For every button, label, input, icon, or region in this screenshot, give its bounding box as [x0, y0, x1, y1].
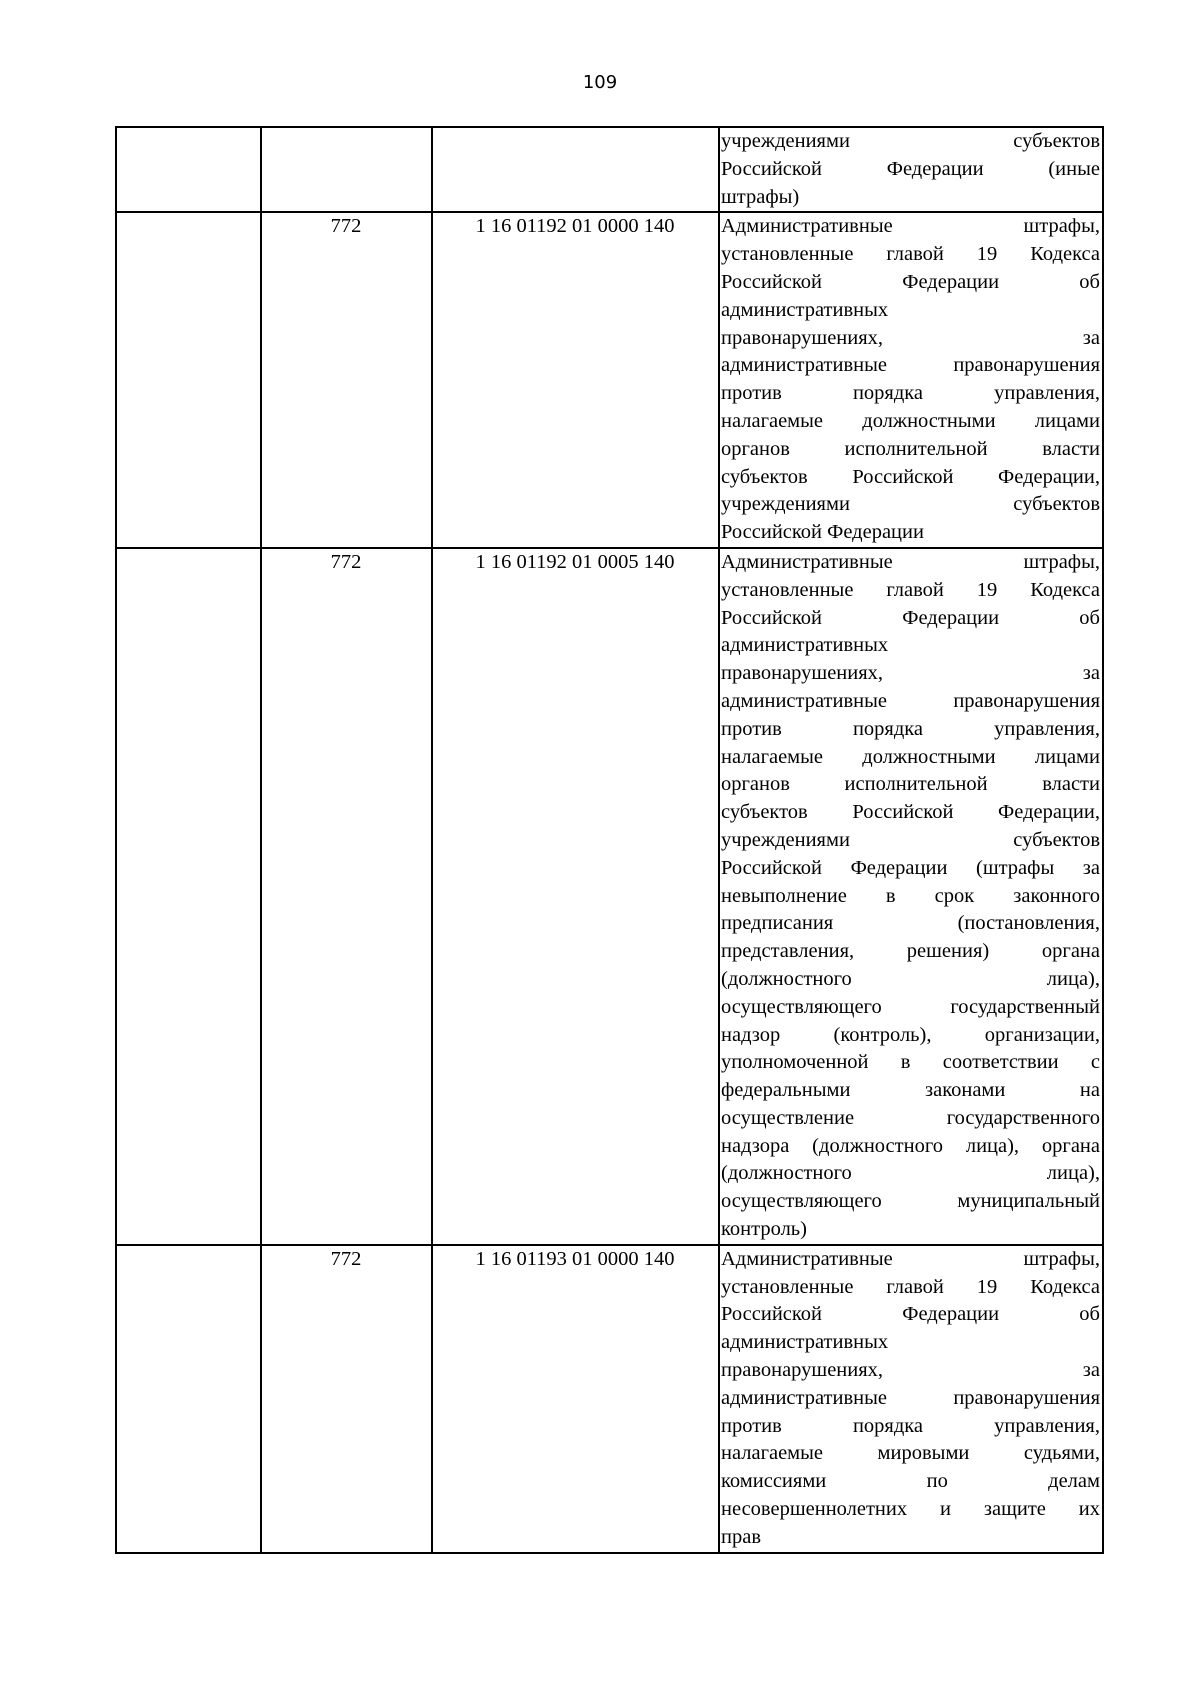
description-line: против порядка управления, — [721, 382, 1100, 405]
page-number: 109 — [582, 72, 618, 93]
description-line: административные правонарушения — [721, 689, 1100, 712]
description-line: федеральными законами на — [721, 1079, 1100, 1102]
description-line: осуществление государственного — [721, 1106, 1100, 1129]
description-line: Российской Федерации (иные — [721, 157, 1100, 180]
description-line: административных — [721, 298, 889, 321]
description-line: административные правонарушения — [721, 1386, 1100, 1409]
description-cell — [719, 548, 1103, 1245]
description-line: правонарушениях, за — [721, 1359, 1100, 1382]
table-row — [116, 212, 1103, 548]
description-line: надзора (должностного лица), органа — [721, 1134, 1100, 1157]
description-line: органов исполнительной власти — [721, 437, 1100, 460]
description-line: учреждениями субъектов — [721, 493, 1100, 516]
description-line: Российской Федерации об — [721, 606, 1100, 629]
description-line: комиссиями по делам — [721, 1470, 1100, 1493]
description-line: против порядка управления, — [721, 717, 1100, 740]
budget-classification-code-cell: 1 16 01192 01 0000 140 — [432, 212, 719, 548]
description-line: осуществляющего муниципальный — [721, 1190, 1100, 1213]
row-number-cell — [116, 1245, 261, 1553]
description-line: установленные главой 19 Кодекса — [721, 1275, 1100, 1298]
description-line: предписания (постановления, — [721, 912, 1100, 935]
description-line: представления, решения) органа — [721, 940, 1100, 963]
row-number-cell — [116, 127, 261, 212]
table-row — [116, 1245, 1103, 1553]
description-line: прав — [721, 1525, 761, 1548]
description-line: контроль) — [721, 1218, 807, 1241]
description-line: налагаемые мировыми судьями, — [721, 1442, 1100, 1465]
description-line: субъектов Российской Федерации, — [721, 801, 1100, 824]
description-line: надзор (контроль), организации, — [721, 1023, 1100, 1046]
description-line: против порядка управления, — [721, 1414, 1100, 1437]
admin-code-cell: 772 — [261, 212, 432, 548]
description-line: установленные главой 19 Кодекса — [721, 578, 1100, 601]
budget-classification-code-cell — [432, 127, 719, 212]
description-line: Российской Федерации — [721, 521, 924, 544]
row-number-cell — [116, 548, 261, 1245]
description-line: штрафы) — [721, 185, 800, 208]
admin-code-cell — [261, 127, 432, 212]
table-body — [116, 127, 1103, 1553]
admin-code-cell: 772 — [261, 1245, 432, 1553]
description-line: налагаемые должностными лицами — [721, 745, 1100, 768]
description-line: Российской Федерации об — [721, 270, 1100, 293]
description-line: органов исполнительной власти — [721, 773, 1100, 796]
description-line: несовершеннолетних и защите их — [721, 1498, 1100, 1521]
table-row — [116, 548, 1103, 1245]
description-line: административные правонарушения — [721, 354, 1100, 377]
table-row — [116, 127, 1103, 212]
admin-code-cell: 772 — [261, 548, 432, 1245]
description-line: установленные главой 19 Кодекса — [721, 243, 1100, 266]
description-line: учреждениями субъектов — [721, 828, 1100, 851]
description-line: осуществляющего государственный — [721, 995, 1100, 1018]
description-line: учреждениями субъектов — [721, 130, 1100, 152]
description-line: субъектов Российской Федерации, — [721, 465, 1100, 488]
description-cell — [719, 212, 1103, 548]
description-line: административных — [721, 1331, 889, 1354]
budget-classification-code-cell: 1 16 01193 01 0000 140 — [432, 1245, 719, 1553]
description-line: невыполнение в срок законного — [721, 884, 1100, 907]
description-line: Административные штрафы, — [721, 550, 1100, 573]
description-line: административных — [721, 634, 889, 657]
description-cell — [719, 1245, 1103, 1553]
budget-classification-code-cell: 1 16 01192 01 0005 140 — [432, 548, 719, 1245]
budget-codes-table — [115, 126, 1104, 1554]
description-line: налагаемые должностными лицами — [721, 409, 1100, 432]
description-line: Российской Федерации об — [721, 1303, 1100, 1326]
description-line: Российской Федерации (штрафы за — [721, 856, 1100, 879]
description-line: Административные штрафы, — [721, 215, 1100, 238]
description-cell — [719, 127, 1103, 212]
description-line: Административные штрафы, — [721, 1247, 1100, 1270]
description-line: (должностного лица), — [721, 967, 1100, 990]
description-line: (должностного лица), — [721, 1162, 1100, 1185]
description-line: правонарушениях, за — [721, 326, 1100, 349]
description-line: уполномоченной в соответствии с — [721, 1051, 1100, 1074]
description-line: правонарушениях, за — [721, 662, 1100, 685]
row-number-cell — [116, 212, 261, 548]
